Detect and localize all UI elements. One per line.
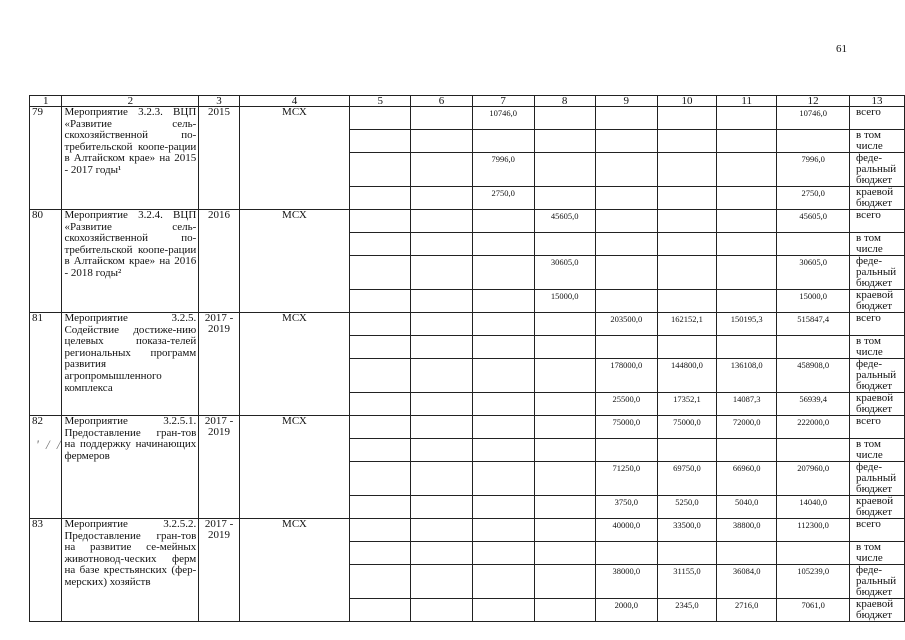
table-row xyxy=(30,519,905,542)
amount-cell: 25500,0 xyxy=(595,393,657,416)
amount-cell xyxy=(777,439,850,462)
amount-cell xyxy=(472,542,534,565)
amount-cell xyxy=(717,153,777,187)
amount-cell: 2750,0 xyxy=(777,187,850,210)
column-header: 4 xyxy=(239,96,349,107)
amount-cell xyxy=(534,519,595,542)
amount-cell xyxy=(350,416,411,439)
amount-cell: 36084,0 xyxy=(717,565,777,599)
amount-cell xyxy=(472,439,534,462)
measure-name: Мероприятие 3.2.5.2. Предоставление гран-тов на развитие се-мейных животновод-ческих ферм на базе крестьянских (фер-мерских) хозяйств xyxy=(62,519,199,622)
amount-cell xyxy=(411,130,472,153)
amount-cell xyxy=(717,233,777,256)
amount-cell: 56939,4 xyxy=(777,393,850,416)
amount-cell xyxy=(657,439,716,462)
amount-cell xyxy=(595,130,657,153)
column-header: 5 xyxy=(350,96,411,107)
amount-cell xyxy=(350,359,411,393)
column-header: 6 xyxy=(411,96,472,107)
amount-cell xyxy=(717,187,777,210)
amount-cell xyxy=(777,233,850,256)
measure-number: 81 xyxy=(30,313,62,416)
amount-cell xyxy=(534,107,595,130)
amount-cell: 150195,3 xyxy=(717,313,777,336)
funding-source: всего xyxy=(850,313,905,336)
column-header: 10 xyxy=(657,96,716,107)
amount-cell: 112300,0 xyxy=(777,519,850,542)
amount-cell xyxy=(350,393,411,416)
funding-source: краевой бюджет xyxy=(850,290,905,313)
amount-cell xyxy=(350,462,411,496)
column-header: 12 xyxy=(777,96,850,107)
measure-name: Мероприятие 3.2.5. Содействие достиже-нию целевых показа-телей региональных программ развития агропромышленного комплекса xyxy=(62,313,199,416)
measure-years: 2017 - 2019 xyxy=(199,519,240,622)
column-header: 2 xyxy=(62,96,199,107)
amount-cell xyxy=(595,542,657,565)
amount-cell: 2716,0 xyxy=(717,599,777,622)
amount-cell xyxy=(411,153,472,187)
amount-cell xyxy=(534,393,595,416)
amount-cell xyxy=(350,187,411,210)
amount-cell: 30605,0 xyxy=(777,256,850,290)
amount-cell xyxy=(534,416,595,439)
measure-name: Мероприятие 3.2.5.1. Предоставление гран-тов на поддержку начинающих фермеров xyxy=(62,416,199,519)
amount-cell xyxy=(534,599,595,622)
amount-cell xyxy=(595,336,657,359)
column-header: 1 xyxy=(30,96,62,107)
amount-cell xyxy=(411,107,472,130)
amount-cell xyxy=(657,233,716,256)
amount-cell xyxy=(472,336,534,359)
amount-cell xyxy=(717,256,777,290)
amount-cell xyxy=(534,542,595,565)
amount-cell xyxy=(534,153,595,187)
funding-source: краевой бюджет xyxy=(850,599,905,622)
amount-cell: 38000,0 xyxy=(595,565,657,599)
funding-source: феде-ральный бюджет xyxy=(850,565,905,599)
amount-cell xyxy=(411,519,472,542)
amount-cell xyxy=(534,439,595,462)
funding-source: феде-ральный бюджет xyxy=(850,462,905,496)
amount-cell: 5040,0 xyxy=(717,496,777,519)
amount-cell: 75000,0 xyxy=(657,416,716,439)
amount-cell: 14087,3 xyxy=(717,393,777,416)
measure-number: 82 xyxy=(30,416,62,519)
amount-cell xyxy=(534,187,595,210)
amount-cell: 7061,0 xyxy=(777,599,850,622)
program-measures-table xyxy=(29,95,905,622)
amount-cell xyxy=(411,393,472,416)
amount-cell: 14040,0 xyxy=(777,496,850,519)
amount-cell xyxy=(350,542,411,565)
amount-cell xyxy=(350,256,411,290)
amount-cell xyxy=(411,416,472,439)
amount-cell xyxy=(717,210,777,233)
amount-cell xyxy=(350,496,411,519)
funding-source: в том числе xyxy=(850,439,905,462)
amount-cell: 203500,0 xyxy=(595,313,657,336)
amount-cell xyxy=(534,565,595,599)
amount-cell xyxy=(472,256,534,290)
amount-cell: 75000,0 xyxy=(595,416,657,439)
amount-cell: 162152,1 xyxy=(657,313,716,336)
amount-cell xyxy=(472,290,534,313)
amount-cell: 2750,0 xyxy=(472,187,534,210)
measure-executor: МСХ xyxy=(239,313,349,416)
funding-source: краевой бюджет xyxy=(850,393,905,416)
amount-cell: 5250,0 xyxy=(657,496,716,519)
amount-cell xyxy=(595,233,657,256)
amount-cell: 15000,0 xyxy=(777,290,850,313)
amount-cell: 7996,0 xyxy=(777,153,850,187)
amount-cell xyxy=(350,107,411,130)
column-header: 11 xyxy=(717,96,777,107)
amount-cell xyxy=(350,519,411,542)
amount-cell xyxy=(595,256,657,290)
amount-cell xyxy=(411,210,472,233)
amount-cell: 2000,0 xyxy=(595,599,657,622)
page-number: 61 xyxy=(836,43,847,55)
amount-cell xyxy=(350,233,411,256)
measure-number: 83 xyxy=(30,519,62,622)
funding-source: феде-ральный бюджет xyxy=(850,256,905,290)
amount-cell xyxy=(595,290,657,313)
amount-cell xyxy=(657,107,716,130)
amount-cell: 222000,0 xyxy=(777,416,850,439)
table-row xyxy=(30,210,905,233)
column-header: 8 xyxy=(534,96,595,107)
amount-cell xyxy=(657,336,716,359)
amount-cell xyxy=(472,233,534,256)
funding-source: всего xyxy=(850,416,905,439)
table-row xyxy=(30,313,905,336)
amount-cell xyxy=(595,107,657,130)
measure-years: 2017 - 2019 xyxy=(199,416,240,519)
amount-cell xyxy=(411,187,472,210)
amount-cell xyxy=(411,290,472,313)
amount-cell xyxy=(534,336,595,359)
amount-cell xyxy=(472,496,534,519)
amount-cell: 207960,0 xyxy=(777,462,850,496)
amount-cell xyxy=(411,599,472,622)
amount-cell xyxy=(717,290,777,313)
table-row xyxy=(30,416,905,439)
amount-cell xyxy=(534,496,595,519)
amount-cell xyxy=(350,439,411,462)
table-row xyxy=(30,107,905,130)
amount-cell xyxy=(411,233,472,256)
amount-cell xyxy=(350,313,411,336)
column-header: 7 xyxy=(472,96,534,107)
amount-cell: 3750,0 xyxy=(595,496,657,519)
amount-cell: 31155,0 xyxy=(657,565,716,599)
amount-cell xyxy=(350,290,411,313)
funding-source: всего xyxy=(850,107,905,130)
amount-cell xyxy=(717,439,777,462)
amount-cell: 69750,0 xyxy=(657,462,716,496)
measure-executor: МСХ xyxy=(239,416,349,519)
amount-cell xyxy=(657,210,716,233)
amount-cell xyxy=(411,542,472,565)
amount-cell xyxy=(411,313,472,336)
amount-cell xyxy=(472,599,534,622)
amount-cell xyxy=(595,153,657,187)
column-header: 9 xyxy=(595,96,657,107)
measure-name: Мероприятие 3.2.4. ВЦП «Развитие сель-скохозяйственной по-требительской коопе-рации в Алтайском крае» на 2016 - 2018 годы² xyxy=(62,210,199,313)
funding-source: в том числе xyxy=(850,130,905,153)
amount-cell xyxy=(595,210,657,233)
amount-cell: 66960,0 xyxy=(717,462,777,496)
column-header: 3 xyxy=(199,96,240,107)
amount-cell xyxy=(350,153,411,187)
measure-executor: МСХ xyxy=(239,210,349,313)
column-header: 13 xyxy=(850,96,905,107)
funding-source: всего xyxy=(850,210,905,233)
amount-cell xyxy=(657,187,716,210)
amount-cell: 17352,1 xyxy=(657,393,716,416)
column-number-row xyxy=(30,96,905,107)
amount-cell: 33500,0 xyxy=(657,519,716,542)
amount-cell: 15000,0 xyxy=(534,290,595,313)
amount-cell: 144800,0 xyxy=(657,359,716,393)
amount-cell xyxy=(595,439,657,462)
amount-cell xyxy=(472,565,534,599)
amount-cell: 45605,0 xyxy=(777,210,850,233)
amount-cell: 72000,0 xyxy=(717,416,777,439)
amount-cell xyxy=(777,336,850,359)
amount-cell xyxy=(411,439,472,462)
amount-cell xyxy=(657,130,716,153)
amount-cell xyxy=(472,462,534,496)
amount-cell xyxy=(657,153,716,187)
amount-cell: 515847,4 xyxy=(777,313,850,336)
funding-source: краевой бюджет xyxy=(850,187,905,210)
funding-source: всего xyxy=(850,519,905,542)
amount-cell xyxy=(350,130,411,153)
amount-cell xyxy=(411,359,472,393)
amount-cell: 458908,0 xyxy=(777,359,850,393)
amount-cell: 38800,0 xyxy=(717,519,777,542)
amount-cell xyxy=(657,290,716,313)
amount-cell: 7996,0 xyxy=(472,153,534,187)
measure-years: 2015 xyxy=(199,107,240,210)
amount-cell xyxy=(411,256,472,290)
amount-cell xyxy=(411,496,472,519)
amount-cell xyxy=(777,130,850,153)
amount-cell: 71250,0 xyxy=(595,462,657,496)
amount-cell xyxy=(777,542,850,565)
amount-cell xyxy=(595,187,657,210)
measure-executor: МСХ xyxy=(239,519,349,622)
amount-cell xyxy=(472,313,534,336)
amount-cell xyxy=(350,599,411,622)
amount-cell xyxy=(350,565,411,599)
amount-cell: 136108,0 xyxy=(717,359,777,393)
amount-cell xyxy=(657,542,716,565)
amount-cell xyxy=(534,233,595,256)
funding-source: в том числе xyxy=(850,233,905,256)
amount-cell xyxy=(472,393,534,416)
amount-cell xyxy=(717,336,777,359)
amount-cell: 45605,0 xyxy=(534,210,595,233)
amount-cell xyxy=(472,416,534,439)
amount-cell xyxy=(350,336,411,359)
measure-name: Мероприятие 3.2.3. ВЦП «Развитие сель-скохозяйственной по-требительской коопе-рации в Алтайском крае» на 2015 - 2017 годы¹ xyxy=(62,107,199,210)
funding-source: краевой бюджет xyxy=(850,496,905,519)
measure-executor: МСХ xyxy=(239,107,349,210)
measure-years: 2016 xyxy=(199,210,240,313)
amount-cell xyxy=(411,462,472,496)
amount-cell: 40000,0 xyxy=(595,519,657,542)
amount-cell xyxy=(534,130,595,153)
funding-source: феде-ральный бюджет xyxy=(850,359,905,393)
amount-cell xyxy=(534,462,595,496)
amount-cell xyxy=(472,359,534,393)
amount-cell xyxy=(472,519,534,542)
amount-cell xyxy=(411,336,472,359)
amount-cell xyxy=(472,210,534,233)
handwritten-margin-mark: ' / / xyxy=(36,437,63,452)
funding-source: феде-ральный бюджет xyxy=(850,153,905,187)
amount-cell: 105239,0 xyxy=(777,565,850,599)
measure-years: 2017 - 2019 xyxy=(199,313,240,416)
amount-cell xyxy=(717,130,777,153)
measure-number: 79 xyxy=(30,107,62,210)
amount-cell: 178000,0 xyxy=(595,359,657,393)
amount-cell: 30605,0 xyxy=(534,256,595,290)
amount-cell xyxy=(657,256,716,290)
amount-cell: 2345,0 xyxy=(657,599,716,622)
amount-cell xyxy=(411,565,472,599)
amount-cell xyxy=(534,359,595,393)
amount-cell xyxy=(717,542,777,565)
amount-cell xyxy=(350,210,411,233)
amount-cell xyxy=(472,130,534,153)
amount-cell: 10746,0 xyxy=(472,107,534,130)
funding-source: в том числе xyxy=(850,336,905,359)
measure-number: 80 xyxy=(30,210,62,313)
amount-cell: 10746,0 xyxy=(777,107,850,130)
amount-cell xyxy=(534,313,595,336)
amount-cell xyxy=(717,107,777,130)
funding-source: в том числе xyxy=(850,542,905,565)
